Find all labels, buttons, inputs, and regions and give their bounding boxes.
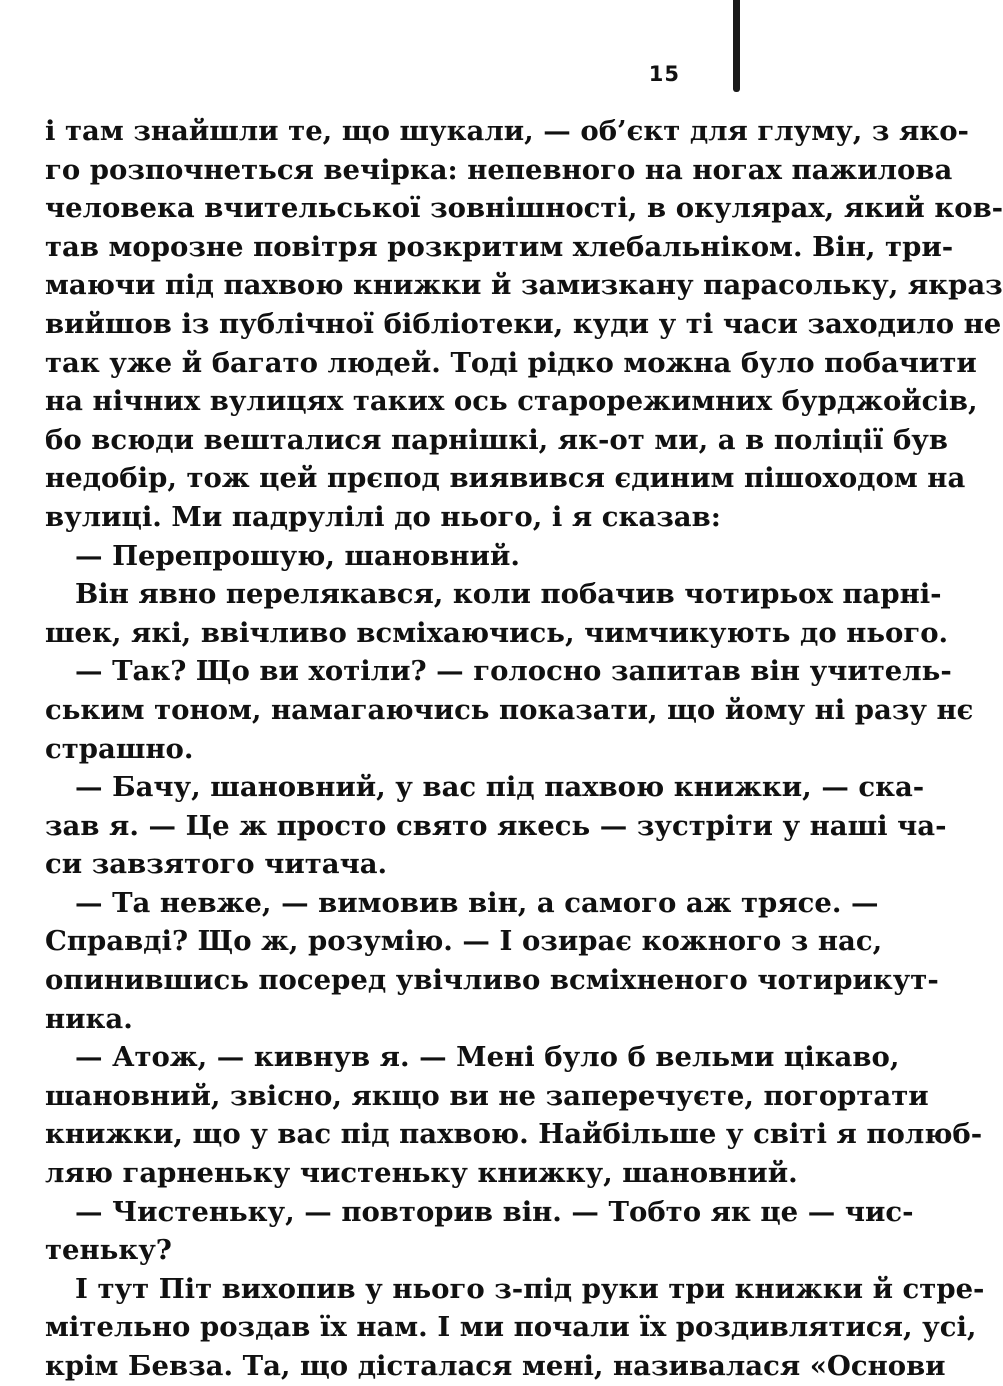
text-line: — Та невже, — вимовив він, а самого аж трясе. — (75, 886, 879, 919)
text-line: си завзятого читача. (45, 848, 388, 881)
text-line: вулиці. Ми падрулілі до нього, і я сказав: (45, 500, 721, 533)
text-line: книжки, що у вас під пахвою. Найбільше у світі я полюб- (45, 1118, 983, 1151)
text-line: шановний, звісно, якщо ви не заперечуєте, погортати (45, 1079, 929, 1112)
text-line: страшно. (45, 732, 194, 765)
page-edge-mark (733, 0, 740, 92)
text-line: человека вчительської зовнішності, в окулярах, який ков- (45, 192, 1003, 225)
text-line: опинившись посеред увічливо всміхненого чотирикут- (45, 964, 939, 997)
text-line: бо всюди вешталися парнішкі, як-от ми, а в поліції був (45, 423, 949, 456)
text-line: Він явно перелякався, коли побачив чотирьох парні- (75, 578, 942, 611)
text-line: — Чистеньку, — повторив він. — Тобто як це — чис- (75, 1195, 914, 1228)
text-line: — Так? Що ви хотіли? — голосно запитав він учитель- (75, 655, 952, 688)
text-line: шек, які, ввічливо всміхаючись, чимчикують до нього. (45, 616, 949, 649)
text-line: го розпочнеться вечірка: непевного на ногах пажилова (45, 153, 953, 186)
text-line: ляю гарненьку чистеньку книжку, шановний. (45, 1157, 798, 1190)
text-line: теньку? (45, 1234, 172, 1267)
text-line: маючи під пахвою книжки й замизкану парасольку, якраз (45, 269, 1003, 302)
page-body-text (45, 112, 1003, 1386)
text-line: — Перепрошую, шановний. (75, 539, 520, 572)
text-line: так уже й багато людей. Тоді рідко можна було побачити (45, 346, 977, 379)
text-line: і там знайшли те, що шукали, — об’єкт для глуму, з яко- (45, 115, 969, 147)
text-line: мітельно роздав їх нам. І ми почали їх роздивлятися, усі, (45, 1311, 977, 1344)
text-line: ським тоном, намагаючись показати, що йому ні разу нє (45, 693, 974, 726)
text-line: — Атож, — кивнув я. — Мені було б вельми цікаво, (75, 1041, 900, 1074)
text-line: зав я. — Це ж просто свято якесь — зустріти у наші ча- (45, 809, 947, 842)
text-line: вийшов із публічної бібліотеки, куди у ті часи заходило не (45, 307, 1002, 340)
text-line: недобір, тож цей прєпод виявився єдиним пішоходом на (45, 462, 966, 495)
text-line: І тут Піт вихопив у нього з-під руки три книжки й стре- (75, 1272, 985, 1305)
text-line: ника. (45, 1002, 133, 1035)
text-line: на нічних вулицях таких ось старорежимних бурджойсів, (45, 385, 978, 418)
text-line: — Бачу, шановний, у вас під пахвою книжки, — ска- (75, 771, 925, 804)
text-line: тав морозне повітря розкритим хлебальніком. Він, три- (45, 230, 954, 263)
text-line: Справді? Що ж, розумію. — І озирає кожного з нас, (45, 925, 883, 958)
page-number: 15 (648, 62, 680, 86)
text-line: крім Бевза. Та, що дісталася мені, називалася «Основи (45, 1350, 946, 1382)
